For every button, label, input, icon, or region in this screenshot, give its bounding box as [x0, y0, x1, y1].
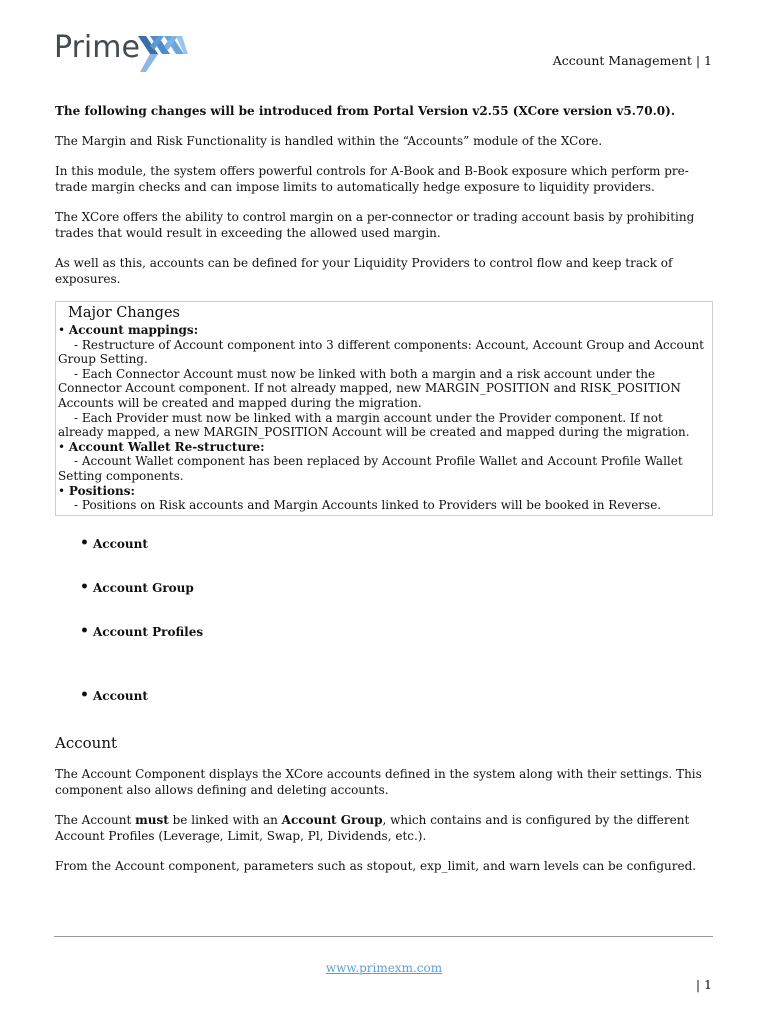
account-p2-text-e: , which contains and is configured by the different Account Profiles (Leverage, Limit, Swap, Pl, Dividends, etc.).	[55, 812, 690, 843]
mappings-text-1: - Restructure of Account component into 3 different components: Account, Account Group and Account Group Setting.	[58, 337, 704, 367]
positions-text-1: - Positions on Risk accounts and Margin Accounts linked to Providers will be booked in Reverse.	[74, 498, 662, 513]
company-logo	[54, 28, 194, 74]
positions-label: Positions:	[68, 483, 135, 498]
account-paragraph-1: The Account Component displays the XCore accounts defined in the system along with their settings. This component also allows defining and deleting accounts.	[55, 766, 702, 797]
toc-item-account[interactable]: • Account	[55, 536, 713, 552]
mappings-label: Account mappings:	[68, 323, 199, 337]
logo-text: Prime	[54, 30, 140, 65]
account-p2-text-a: The Account	[55, 812, 136, 827]
major-changes-box	[55, 301, 713, 516]
wallet-item-1	[58, 454, 710, 483]
account-section-heading: Account	[55, 733, 118, 752]
wallet-heading: • Account Wallet Re-structure:	[58, 439, 265, 454]
account-paragraph-3: From the Account component, parameters such as stopout, exp_limit, and warn levels can be configured.	[55, 858, 697, 873]
positions-item-1	[58, 498, 710, 513]
mappings-text-3: - Each Provider must now be linked with a margin account under the Provider component. If not already mapped, a new MARGIN_POSITION Account will be created and mapped during the migration.	[58, 410, 690, 440]
header-title-text: Account Management | 1	[552, 53, 712, 68]
version-notice: The following changes will be introduced from Portal Version v2.55 (XCore version v5.70.0).	[55, 104, 675, 118]
account-p2-must: must	[135, 812, 169, 827]
wallet-label: Account Wallet Re-structure:	[68, 439, 265, 454]
mappings-item-2	[58, 367, 710, 411]
mappings-item-1	[58, 338, 710, 367]
account-p2-text-c: be linked with an	[168, 812, 282, 827]
footer-website-link[interactable]: www.primexm.com	[325, 961, 443, 975]
mappings-heading: • Account mappings:	[58, 323, 199, 337]
toc-item-account-profiles[interactable]: • Account Profiles	[55, 624, 713, 640]
wallet-text-1: - Account Wallet component has been replaced by Account Profile Wallet and Account Profile Wallet Setting components.	[58, 454, 683, 483]
intro-paragraph-1: The Margin and Risk Functionality is handled within the “Accounts” module of the XCore.	[55, 134, 603, 148]
mappings-text-2: - Each Connector Account must now be linked with both a margin and a risk account under the Connector Account component. If not already mapped, new MARGIN_POSITION and RISK_POSITION Accounts will be created and mapped during the migration.	[58, 366, 681, 410]
intro-paragraph-2: In this module, the system offers powerful controls for A-Book and B-Book exposure which perform pre-trade margin checks and can impose limits to automatically hedge exposure to liquidity providers.	[55, 164, 689, 194]
toc-item-account-group[interactable]: • Account Group	[55, 580, 713, 596]
positions-heading: • Positions:	[58, 483, 135, 498]
header-page-title	[553, 53, 712, 68]
document-body	[55, 103, 713, 888]
toc-item-account-2[interactable]: • Account	[55, 688, 713, 704]
account-paragraph-2	[55, 812, 713, 844]
footer-divider	[54, 936, 713, 937]
toc-list	[55, 536, 713, 704]
intro-paragraph-3: The XCore offers the ability to control margin on a per-connector or trading account basis by prohibiting trades that would result in exceeding the allowed used margin.	[55, 210, 695, 240]
account-p2-account-group: Account Group	[281, 812, 383, 827]
major-changes-title: Major Changes	[68, 305, 180, 321]
intro-paragraph-4: As well as this, accounts can be defined for your Liquidity Providers to control flow and keep track of exposures.	[55, 256, 673, 286]
xm-logo-icon	[138, 32, 190, 74]
mappings-item-3	[58, 411, 710, 440]
footer-page-number: | 1	[695, 977, 712, 992]
